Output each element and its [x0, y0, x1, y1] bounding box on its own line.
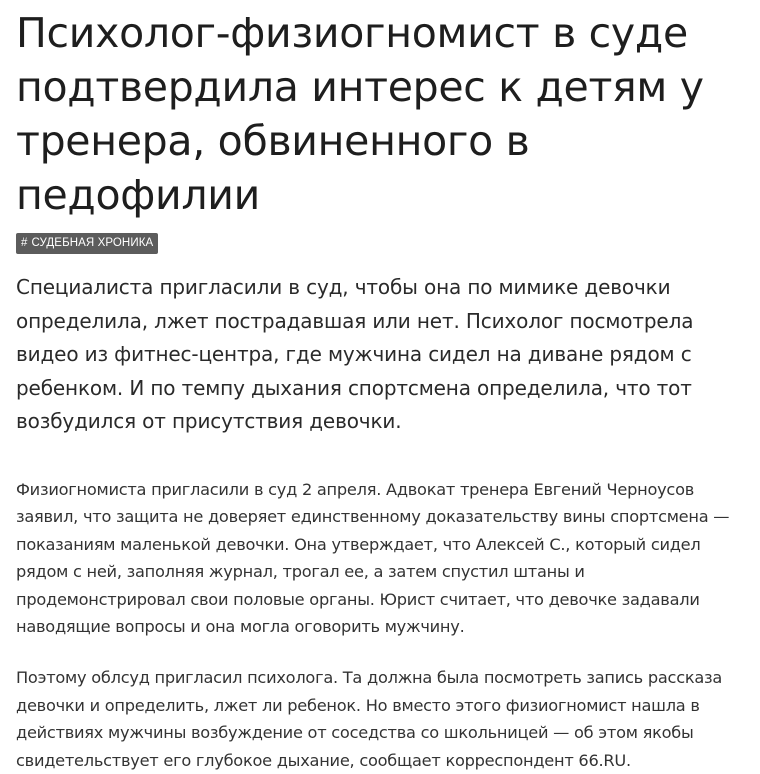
- tag-hash-symbol: #: [21, 237, 28, 249]
- category-tag-label: СУДЕБНАЯ ХРОНИКА: [31, 237, 154, 249]
- article-paragraph: Физиогномиста пригласили в суд 2 апреля. Адвокат тренера Евгений Черноусов заявил, что защита не доверяет единственному доказательству вины спортсмена — показаниям маленькой девочки. Она утверждает, что Алексей С., который сидел рядом с ней, заполняя журнал, трогал ее, а затем спустил штаны и продемонстрировал свои половые органы. Юрист считает, что девочке задавали наводящие вопросы и она могла оговорить мужчину.: [16, 479, 730, 637]
- article-title: Психолог-физиогномист в суде подтвердила интерес к детям у тренера, обвиненного в педофилии: [16, 9, 704, 219]
- article-paragraph: Поэтому облсуд пригласил психолога. Та должна была посмотреть запись рассказа девочки и определить, лжет ли ребенок. Но вместо этого физиогномист нашла в действиях мужчины возбуждение от соседства со школьницей — об этом якобы свидетельствует его глубокое дыхание, сообщает корреспондент 66.RU.: [16, 668, 723, 770]
- category-tag[interactable]: [16, 233, 158, 254]
- article: [16, 0, 746, 774]
- article-lead: Специалиста пригласили в суд, чтобы она по мимике девочки определила, лжет пострадавшая или нет. Психолог посмотрела видео из фитнес-центра, где мужчина сидел на диване рядом с ребенком. И по темпу дыхания спортсмена определила, что тот возбудился от присутствия девочки.: [16, 275, 694, 433]
